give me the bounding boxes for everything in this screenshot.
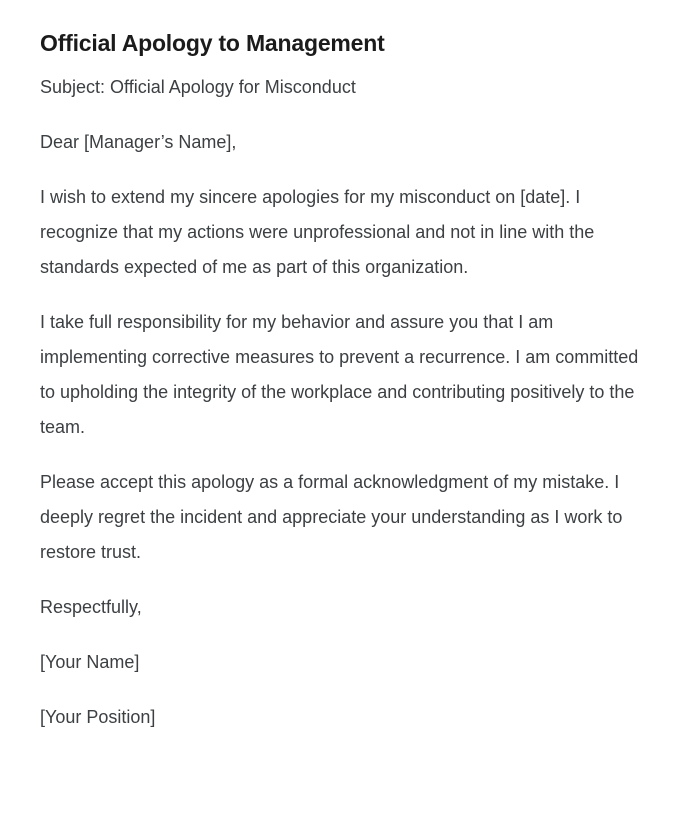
page-title: Official Apology to Management (40, 30, 385, 56)
signature-position: [Your Position] (40, 707, 156, 727)
subject-line: Subject: Official Apology for Misconduct (40, 77, 356, 97)
salutation: Dear [Manager’s Name], (40, 132, 237, 152)
body-paragraph-3: Please accept this apology as a formal acknowledgment of my mistake. I deeply regret the incident and appreciate your understanding as I work to restore trust. (40, 472, 623, 562)
body-paragraph-1: I wish to extend my sincere apologies for my misconduct on [date]. I recognize that my actions were unprofessional and not in line with the standards expected of me as part of this organization. (40, 187, 595, 277)
signature-name: [Your Name] (40, 652, 140, 672)
body-paragraph-2: I take full responsibility for my behavior and assure you that I am implementing corrective measures to prevent a recurrence. I am committed to upholding the integrity of the workplace and contributing positively to the team. (40, 312, 639, 437)
closing: Respectfully, (40, 597, 142, 617)
